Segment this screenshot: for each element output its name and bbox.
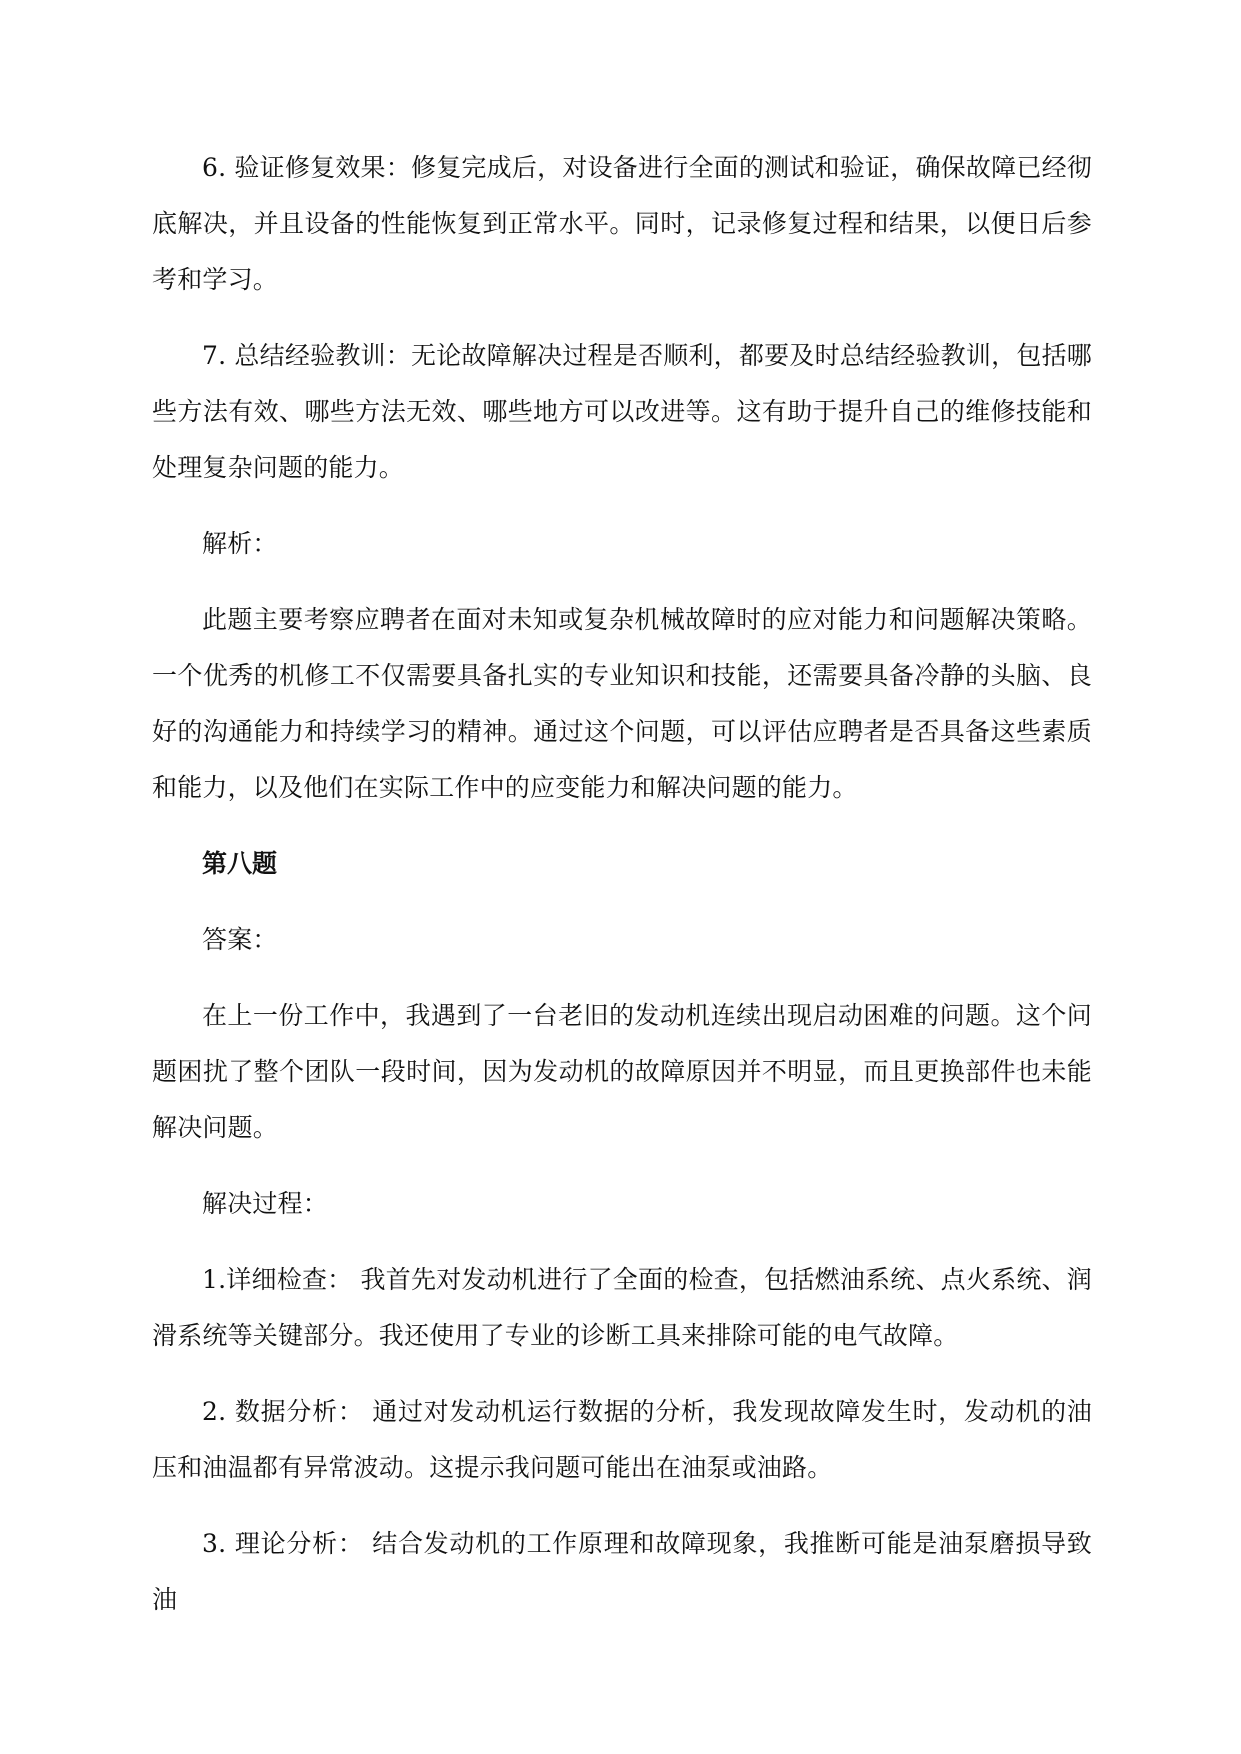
paragraph-process-step-2: 2. 数据分析： 通过对发动机运行数据的分析，我发现故障发生时，发动机的油压和油温都有异常波动。这提示我问题可能出在油泵或油路。 — [152, 1397, 1092, 1482]
paragraph-process-label: 解决过程： — [202, 1189, 329, 1218]
paragraph-step-7: 7. 总结经验教训：无论故障解决过程是否顺利，都要及时总结经验教训，包括哪些方法有效、哪些方法无效、哪些地方可以改进等。这有助于提升自己的维修技能和处理复杂问题的能力。 — [152, 341, 1092, 482]
paragraph-step-6: 6. 验证修复效果：修复完成后，对设备进行全面的测试和验证，确保故障已经彻底解决，并且设备的性能恢复到正常水平。同时，记录修复过程和结果，以便日后参考和学习。 — [152, 153, 1092, 294]
paragraph-process-step-1: 1.详细检查： 我首先对发动机进行了全面的检查，包括燃油系统、点火系统、润滑系统等关键部分。我还使用了专业的诊断工具来排除可能的电气故障。 — [152, 1265, 1092, 1350]
paragraph-answer-label: 答案： — [202, 925, 278, 954]
paragraph-analysis-text: 此题主要考察应聘者在面对未知或复杂机械故障时的应对能力和问题解决策略。一个优秀的机修工不仅需要具备扎实的专业知识和技能，还需要具备冷静的头脑、良好的沟通能力和持续学习的精神。通过这个问题，可以评估应聘者是否具备这些素质和能力，以及他们在实际工作中的应变能力和解决问题的能力。 — [152, 605, 1092, 802]
section-heading: 第八题 — [202, 849, 278, 878]
paragraph-process-step-3: 3. 理论分析： 结合发动机的工作原理和故障现象，我推断可能是油泵磨损导致油 — [152, 1529, 1092, 1614]
paragraph-answer-text: 在上一份工作中，我遇到了一台老旧的发动机连续出现启动困难的问题。这个问题困扰了整个团队一段时间，因为发动机的故障原因并不明显，而且更换部件也未能解决问题。 — [152, 1001, 1092, 1142]
paragraph-analysis-label: 解析： — [202, 529, 278, 558]
document-body — [152, 140, 1092, 1640]
